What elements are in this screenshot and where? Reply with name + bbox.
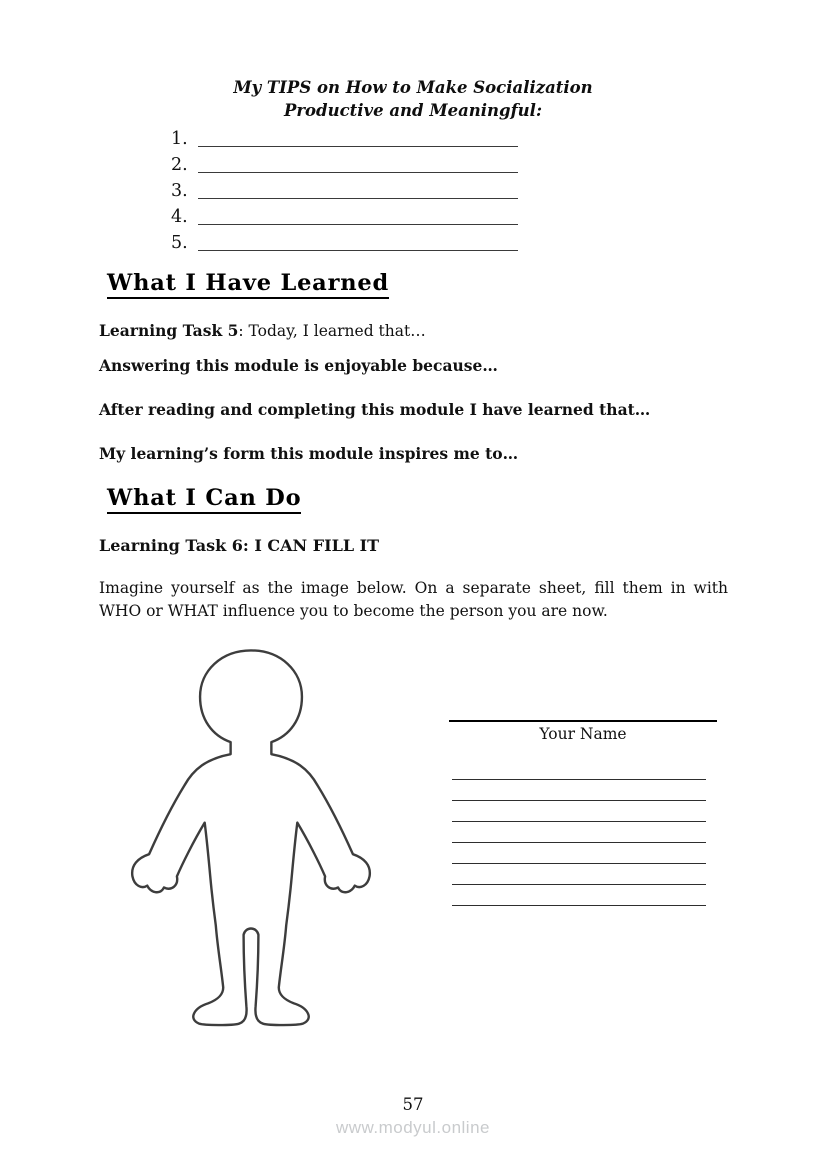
writing-line bbox=[452, 801, 706, 822]
blank-line bbox=[198, 224, 518, 225]
prompt-inspires: My learning’s form this module inspires me to… bbox=[99, 444, 519, 463]
section-heading-what-i-can-do bbox=[107, 485, 301, 514]
tips-list bbox=[171, 123, 518, 253]
your-name-label: Your Name bbox=[539, 725, 627, 743]
writing-line bbox=[452, 864, 706, 885]
tips-list-item bbox=[171, 201, 518, 227]
tips-item-number: 5. bbox=[171, 233, 188, 253]
name-line bbox=[449, 720, 717, 722]
blank-line bbox=[198, 172, 518, 173]
tips-title-line1: My TIPS on How to Make Socialization bbox=[233, 78, 593, 97]
section-heading-what-i-have-learned bbox=[107, 270, 389, 299]
writing-line bbox=[452, 885, 706, 906]
blank-line bbox=[198, 198, 518, 199]
page-number: 57 bbox=[402, 1095, 424, 1114]
blank-line bbox=[198, 146, 518, 147]
prompt-enjoyable: Answering this module is enjoyable because… bbox=[99, 356, 498, 375]
name-block bbox=[449, 720, 717, 743]
tips-list-item bbox=[171, 227, 518, 253]
writing-line bbox=[452, 822, 706, 843]
writing-line bbox=[452, 843, 706, 864]
tips-list-item bbox=[171, 123, 518, 149]
tips-item-number: 3. bbox=[171, 181, 188, 201]
tips-title-line2: Productive and Meaningful: bbox=[283, 100, 543, 120]
writing-line bbox=[452, 759, 706, 780]
tips-list-item bbox=[171, 175, 518, 201]
writing-lines bbox=[452, 759, 706, 906]
watermark-text: www.modyul.online bbox=[335, 1118, 490, 1137]
tips-item-number: 1. bbox=[171, 129, 188, 149]
tips-list-item bbox=[171, 149, 518, 175]
learning-task-5-line bbox=[99, 321, 426, 340]
prompt-learned: After reading and completing this module I have learned that… bbox=[99, 400, 651, 419]
task-6-instructions: Imagine yourself as the image below. On a separate sheet, fill them in with WHO or WHAT influence you to become the person you are now. bbox=[99, 579, 728, 620]
tips-title bbox=[0, 77, 826, 122]
tips-item-number: 2. bbox=[171, 155, 188, 175]
learning-task-6-title: Learning Task 6: I CAN FILL IT bbox=[99, 536, 380, 555]
tips-item-number: 4. bbox=[171, 207, 188, 227]
blank-line bbox=[198, 250, 518, 251]
learning-task-5-label: Learning Task 5 bbox=[99, 321, 239, 340]
learning-task-5-text: : Today, I learned that… bbox=[238, 322, 426, 340]
heading-text: What I Have Learned bbox=[107, 270, 389, 299]
person-outline-drawing bbox=[112, 643, 390, 1032]
person-outline-figure bbox=[112, 643, 390, 1032]
writing-line bbox=[452, 780, 706, 801]
heading-text: What I Can Do bbox=[107, 485, 301, 514]
